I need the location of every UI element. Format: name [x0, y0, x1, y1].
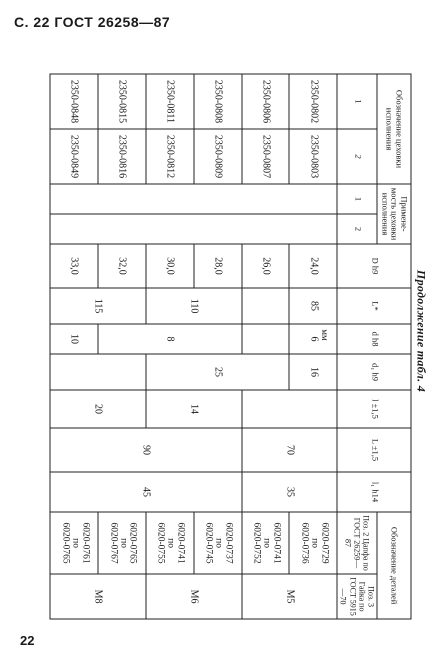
pos2-from: 6020-0741: [270, 521, 281, 564]
header-designation: Обозначение цеховки исполнения: [377, 74, 411, 184]
pos2-cell: [50, 512, 98, 574]
pos2-from: 6020-0737: [223, 521, 234, 564]
through-label: по: [213, 537, 224, 548]
pos2-from: 6020-0729: [318, 521, 329, 564]
header-pos3: Поз. 3 Гайка по ГОСТ 5915—70: [337, 574, 377, 619]
continuation-caption: Продолжение табл. 4: [414, 269, 429, 393]
L-cell: 85: [289, 288, 337, 324]
header-applicability: Примене-мость цеховки исполнения: [377, 184, 411, 244]
pos2-to: 6020-0765: [59, 521, 70, 564]
L-cell: 115: [50, 288, 146, 324]
D-cell: 30,0: [145, 244, 193, 288]
code-cell: 2350-0816: [98, 129, 146, 184]
D-cell: 28,0: [193, 244, 241, 288]
code-cell: 2350-0802: [289, 74, 337, 129]
d1-cell: [50, 354, 146, 390]
pos2-cell: [193, 512, 241, 574]
nut-cell: M8: [50, 574, 146, 619]
applicability-cell: [50, 214, 337, 244]
header-parts: Обозначение деталей: [377, 512, 411, 619]
code-cell: 2350-0849: [50, 129, 98, 184]
pos2-from: 6020-0765: [127, 521, 138, 564]
pos2-to: 6020-0767: [107, 521, 118, 564]
L1-cell: 70: [241, 428, 337, 472]
code-cell: 2350-0811: [145, 74, 193, 129]
through-label: по: [308, 537, 319, 548]
header-l1: l₁ h14: [337, 472, 411, 512]
pos2-to: 6020-0752: [251, 521, 262, 564]
pos2-to: 6020-0736: [298, 521, 309, 564]
D-cell: 33,0: [50, 244, 98, 288]
col-number-1: 1: [337, 74, 377, 129]
parts-table: [61, 73, 411, 618]
pos2-from: 6020-0761: [79, 521, 90, 564]
header-d1: d₁ h9: [337, 354, 411, 390]
D-cell: 32,0: [98, 244, 146, 288]
header-L1: L ±1,5: [337, 428, 411, 472]
code-cell: 2350-0812: [145, 129, 193, 184]
d-cell: 8: [98, 324, 241, 354]
code-cell: 2350-0808: [193, 74, 241, 129]
header-app1: 1: [337, 184, 377, 214]
through-label: по: [261, 537, 271, 548]
header-d: d h8: [337, 324, 411, 354]
pos2-from: 6020-0741: [175, 521, 186, 564]
l-cell: 14: [145, 390, 241, 428]
pos2-cell: [145, 512, 193, 574]
through-label: по: [117, 537, 128, 548]
through-label: по: [69, 537, 80, 548]
l-cell: [241, 390, 337, 428]
L1-cell: 90: [50, 428, 241, 472]
pos2-cell: [98, 512, 146, 574]
code-cell: 2350-0803: [289, 129, 337, 184]
code-cell: 2350-0815: [98, 74, 146, 129]
d1-cell: 25: [145, 354, 288, 390]
nut-cell: M5: [241, 574, 337, 619]
table-wrapper: [61, 73, 411, 618]
pos2-cell: [289, 512, 337, 574]
code-cell: 2350-0807: [241, 129, 289, 184]
header-app2: 2: [337, 214, 377, 244]
header-l: l ±1,5: [337, 390, 411, 428]
table-row: [50, 74, 98, 619]
header-L: L*: [337, 288, 411, 324]
pos2-cell: [241, 512, 289, 574]
pos2-to: 6020-0745: [203, 521, 214, 564]
applicability-cell: [50, 184, 337, 214]
code-cell: 2350-0806: [241, 74, 289, 129]
col-number-2: 2: [337, 129, 377, 184]
l-cell: 20: [50, 390, 146, 428]
table-row: [289, 74, 337, 619]
table-row: [241, 74, 289, 619]
D-cell: 24,0: [289, 244, 337, 288]
page-header: С. 22 ГОСТ 26258—87: [14, 14, 171, 30]
D-cell: 26,0: [241, 244, 289, 288]
units-label: мм: [320, 329, 330, 341]
header-D: D h9: [337, 244, 411, 288]
through-label: по: [165, 537, 176, 548]
pos2-to: 6020-0755: [155, 521, 166, 564]
L-cell: [241, 288, 289, 324]
page-number: 22: [20, 633, 35, 648]
l1-cell: 45: [50, 472, 241, 512]
header-pos2: Поз. 2 Цапфа по ГОСТ 26259—87: [337, 512, 377, 574]
L-cell: 110: [145, 288, 241, 324]
d1-cell: 16: [289, 354, 337, 390]
code-cell: 2350-0848: [50, 74, 98, 129]
d-cell: 10: [50, 324, 98, 354]
l1-cell: 35: [241, 472, 337, 512]
d-cell: 6: [289, 324, 337, 354]
nut-cell: M6: [145, 574, 241, 619]
code-cell: 2350-0809: [193, 129, 241, 184]
table-row: [193, 74, 241, 619]
d-cell: [241, 324, 289, 354]
